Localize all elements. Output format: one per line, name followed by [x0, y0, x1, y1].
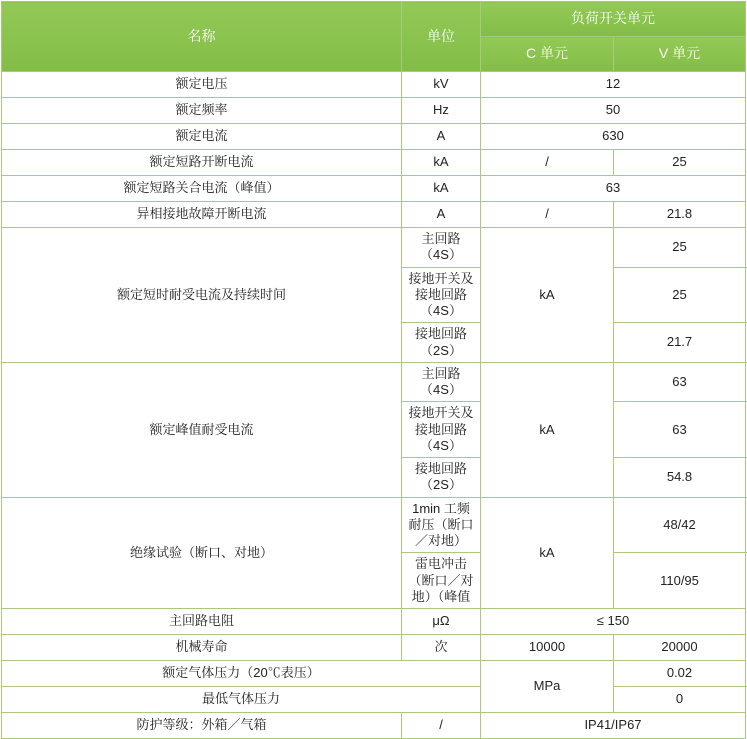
row-value-c: 10000 — [481, 635, 614, 661]
table-row — [2, 202, 746, 228]
table-header — [2, 2, 746, 72]
row-label: 防护等级：外箱／气箱 — [2, 713, 402, 739]
row-value: 630 — [481, 124, 746, 150]
row-label: 额定电压 — [2, 72, 402, 98]
table-row — [2, 661, 746, 687]
row-group-label: 额定峰值耐受电流 — [2, 362, 402, 497]
row-sub-label: 雷电冲击（断口／对地）（峰值 — [402, 553, 481, 609]
row-unit: / — [402, 713, 481, 739]
row-sub-label: 接地开关及接地回路（4S） — [402, 267, 481, 323]
row-label: 额定电流 — [2, 124, 402, 150]
row-value-v: 20000 — [614, 635, 746, 661]
row-sub-label: 1min 工频耐压（断口／对地） — [402, 497, 481, 553]
row-value: 25 — [614, 228, 746, 268]
row-value-c: / — [481, 202, 614, 228]
row-value: 110/95 — [614, 553, 746, 609]
row-value: 54.8 — [614, 458, 746, 498]
row-label: 额定短路关合电流（峰值） — [2, 176, 402, 202]
row-group-label: 绝缘试验（断口、对地） — [2, 497, 402, 609]
row-unit: kV — [402, 72, 481, 98]
row-value: 0 — [614, 687, 746, 713]
row-value: 63 — [614, 362, 746, 402]
row-label: 异相接地故障开断电流 — [2, 202, 402, 228]
table-row — [2, 124, 746, 150]
row-unit: μΩ — [402, 609, 481, 635]
row-unit: A — [402, 124, 481, 150]
row-value: 48/42 — [614, 497, 746, 553]
row-sub-label: 接地回路（2S） — [402, 458, 481, 498]
row-unit: kA — [481, 497, 614, 609]
row-unit: Hz — [402, 98, 481, 124]
row-unit: kA — [402, 150, 481, 176]
row-value: 63 — [481, 176, 746, 202]
row-sub-label: 主回路（4S） — [402, 228, 481, 268]
table-row — [2, 176, 746, 202]
row-value-v: 25 — [614, 150, 746, 176]
header-name: 名称 — [2, 2, 402, 72]
table-row — [2, 687, 746, 713]
table-row — [2, 72, 746, 98]
row-sub-label: 接地回路（2S） — [402, 323, 481, 363]
row-value: IP41/IP67 — [481, 713, 746, 739]
row-label: 额定频率 — [2, 98, 402, 124]
row-unit: kA — [481, 362, 614, 497]
row-label: 额定气体压力（20℃表压） — [2, 661, 481, 687]
row-group-label: 额定短时耐受电流及持续时间 — [2, 228, 402, 363]
row-label: 额定短路开断电流 — [2, 150, 402, 176]
row-unit: MPa — [481, 661, 614, 713]
row-label: 主回路电阻 — [2, 609, 402, 635]
table-row — [2, 150, 746, 176]
row-value: 63 — [614, 402, 746, 458]
row-unit: kA — [481, 228, 614, 363]
table-row — [2, 228, 746, 268]
row-label: 机械寿命 — [2, 635, 402, 661]
header-group: 负荷开关单元 — [481, 2, 746, 37]
header-col-c: C 单元 — [481, 37, 614, 72]
row-label: 最低气体压力 — [2, 687, 481, 713]
row-value-c: / — [481, 150, 614, 176]
table-row — [2, 635, 746, 661]
row-sub-label: 主回路（4S） — [402, 362, 481, 402]
specification-table — [1, 1, 746, 739]
row-unit: 次 — [402, 635, 481, 661]
header-unit: 单位 — [402, 2, 481, 72]
row-value-v: 21.8 — [614, 202, 746, 228]
table-row — [2, 609, 746, 635]
row-value: ≤ 150 — [481, 609, 746, 635]
table-row — [2, 98, 746, 124]
header-col-v: V 单元 — [614, 37, 746, 72]
row-value: 0.02 — [614, 661, 746, 687]
row-value: 21.7 — [614, 323, 746, 363]
table-row — [2, 497, 746, 553]
table-row — [2, 362, 746, 402]
table-row — [2, 713, 746, 739]
row-sub-label: 接地开关及接地回路（4S） — [402, 402, 481, 458]
table-body — [2, 72, 746, 739]
row-unit: kA — [402, 176, 481, 202]
row-value: 12 — [481, 72, 746, 98]
row-unit: A — [402, 202, 481, 228]
row-value: 25 — [614, 267, 746, 323]
row-value: 50 — [481, 98, 746, 124]
